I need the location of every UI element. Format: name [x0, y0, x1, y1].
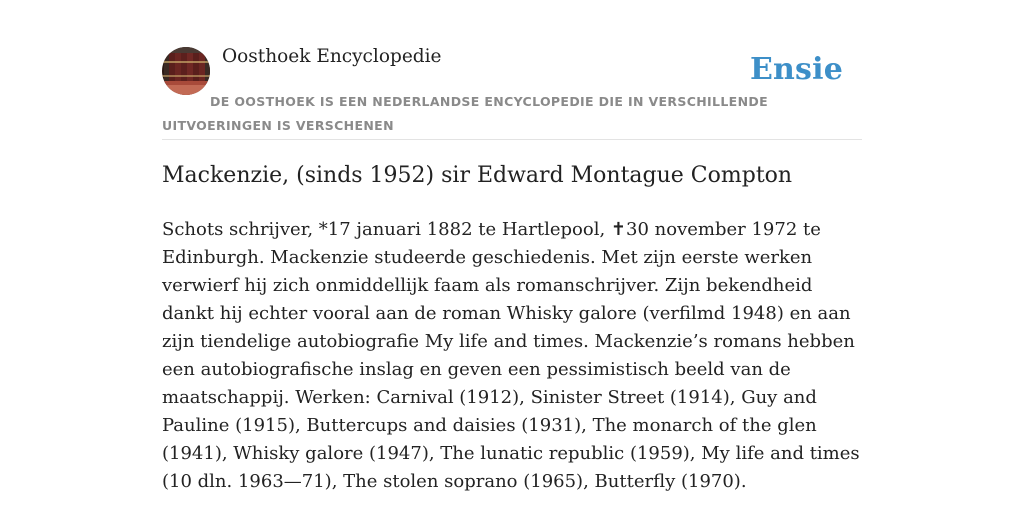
header-divider	[162, 139, 862, 140]
article-title: Mackenzie, (sinds 1952) sir Edward Montague Compton	[162, 163, 793, 188]
brand-logo[interactable]: Ensie	[749, 52, 843, 87]
encyclopedia-books-icon[interactable]	[162, 47, 210, 95]
article-body: Schots schrijver, *17 januari 1882 te Hartlepool, ✝30 november 1972 te Edinburgh. Mackenzie studeerde geschiedenis. Met zijn eerste werken verwierf hij zich onmiddellijk faam als romanschrijver. Zijn bekendheid dankt hij echter vooral aan de roman Whisky galore (verfilmd 1948) en aan zijn tiendelige autobiografie My life and times. Mackenzie’s romans hebben een autobiografische inslag en geven een pessimistisch beeld van de maatschappij. Werken: Carnival (1912), Sinister Street (1914), Guy and Pauline (1915), Buttercups and daisies (1931), The monarch of the glen (1941), Whisky galore (1947), The lunatic republic (1959), My life and times (10 dln. 1963—71), The stolen soprano (1965), Butterfly (1970).	[162, 219, 860, 492]
site-tagline: DE OOSTHOEK IS EEN NEDERLANDSE ENCYCLOPEDIE DIE IN VERSCHILLENDE UITVOERINGEN IS VERSCHENEN	[162, 94, 768, 133]
site-name[interactable]: Oosthoek Encyclopedie	[222, 46, 442, 67]
